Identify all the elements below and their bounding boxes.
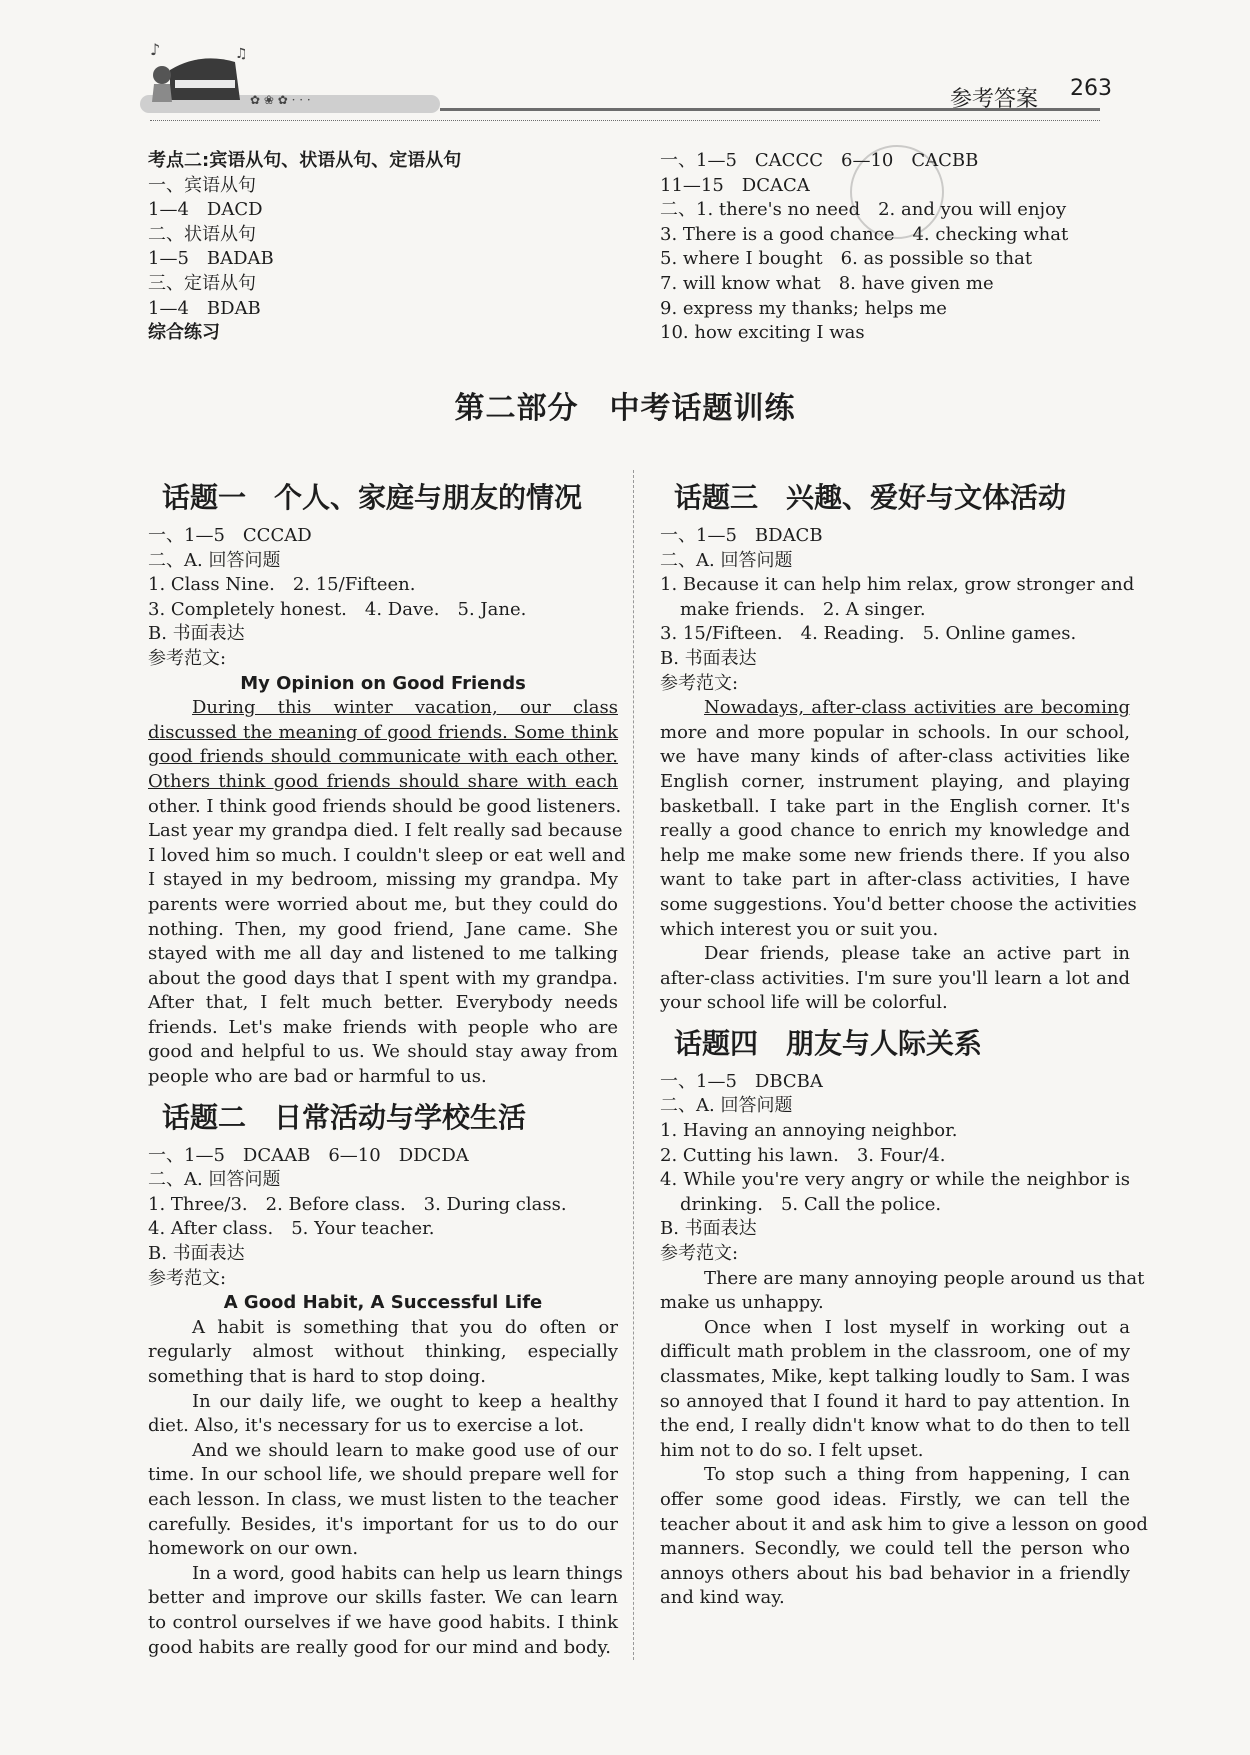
essay-line: regularly almost without thinking, especially (148, 1341, 618, 1363)
essay-line: more and more popular in schools. In our school, (660, 721, 1130, 743)
page-number: 263 (1070, 76, 1112, 101)
answer-line: B. 书面表达 (148, 623, 245, 645)
answer-line: 5. where I bought 6. as possible so that (660, 248, 1033, 270)
svg-text:✿ ❀ ✿ · · ·: ✿ ❀ ✿ · · · (250, 93, 311, 107)
answer-line: 1. Having an annoying neighbor. (660, 1120, 958, 1142)
topic1-title: 话题一 个人、家庭与朋友的情况 (162, 481, 583, 514)
essay-line: difficult math problem in the classroom, one of my (660, 1341, 1130, 1363)
essay-line: annoys others about his bad behavior in a friendly (660, 1562, 1130, 1584)
answer-line: B. 书面表达 (660, 647, 757, 669)
essay-line: discussed the meaning of good friends. Some think (148, 721, 618, 743)
essay-line: Others think good friends should share with each (148, 770, 618, 792)
piano-girl-banner-icon (140, 40, 440, 125)
essay-line: help me make some new friends there. If you also (660, 844, 1130, 866)
essay-line: basketball. I take part in the English corner. It's (660, 795, 1130, 817)
answer-line: 二、A. 回答问题 (148, 1169, 281, 1191)
essay-line: your school life will be colorful. (660, 992, 948, 1014)
essay-line: the end, I really didn't know what to do then to tell (660, 1415, 1130, 1437)
answer-line: 3. There is a good chance 4. checking what (660, 223, 1069, 245)
answer-line: 1. Because it can help him relax, grow stronger and (660, 574, 1135, 596)
answer-line: 一、1—5 DBCBA (660, 1070, 823, 1092)
essay-line: want to take part in after-class activities, I have (660, 869, 1130, 891)
essay-line: good habits are really good for our mind and body. (148, 1636, 611, 1658)
answer-line: 1—5 BADAB (148, 248, 274, 270)
essay-title: A Good Habit, A Successful Life (223, 1292, 543, 1314)
answer-line: 二、A. 回答问题 (660, 1095, 793, 1117)
essay-line: him not to do so. I felt upset. (660, 1439, 924, 1461)
essay-line: each lesson. In class, we must listen to the teacher (148, 1488, 618, 1510)
essay-line: I loved him so much. I couldn't sleep or eat well and (148, 844, 626, 866)
top-right-answers (660, 149, 1130, 346)
essay-line: And we should learn to make good use of our (192, 1439, 618, 1461)
essay-title: My Opinion on Good Friends (240, 672, 526, 694)
essay-line: after-class activities. I'm sure you'll learn a lot and (660, 967, 1130, 989)
answer-line: 一、1—5 DCAAB 6—10 DDCDA (148, 1144, 469, 1166)
answer-line: 1—4 DACD (148, 199, 263, 221)
essay-line: I stayed in my bedroom, missing my grandpa. My (148, 869, 618, 891)
section-heading: 考点二:宾语从句、状语从句、定语从句 (148, 150, 462, 171)
essay-line: classmates, Mike, kept talking loudly to Sam. I was (660, 1366, 1130, 1387)
essay-line: To stop such a thing from happening, I can (704, 1464, 1130, 1486)
essay-line: time. In our school life, we should prepare well for (148, 1464, 618, 1486)
essay-line: other. I think good friends should be good listeners. (148, 795, 622, 817)
essay-line: Nowadays, after-class activities are becoming (704, 697, 1130, 719)
answer-line: 二、1. there's no need 2. and you will enjoy (660, 199, 1067, 221)
essay-line: homework on our own. (148, 1538, 359, 1560)
essay-line: manners. Secondly, we could tell the person who (660, 1538, 1130, 1560)
essay-line: There are many annoying people around us that (704, 1267, 1145, 1289)
essay-line: carefully. Besides, it's important for us to do our (148, 1513, 618, 1535)
essay-line: In a word, good habits can help us learn things (192, 1562, 623, 1584)
answer-line: 一、1—5 CCCAD (148, 525, 312, 546)
essay-line: offer some good ideas. Firstly, we can tell the (660, 1488, 1130, 1510)
answer-line: 7. will know what 8. have given me (660, 272, 994, 294)
svg-text:♫: ♫ (235, 46, 248, 62)
essay-line: something that is hard to stop doing. (148, 1366, 486, 1387)
essay-line: and kind way. (660, 1587, 785, 1609)
topic4-title: 话题四 朋友与人际关系 (674, 1026, 983, 1060)
essay-line: good friends should communicate with each other. (148, 746, 618, 768)
essay-line: people who are bad or harmful to us. (148, 1066, 487, 1088)
essay-line: During this winter vacation, our class (192, 697, 618, 719)
part-title: 第二部分 中考话题训练 (454, 391, 796, 426)
essay-line: better and improve our skills faster. We can learn (148, 1587, 618, 1609)
column-divider (633, 470, 634, 1660)
answer-line: 1. Class Nine. 2. 15/Fifteen. (148, 574, 416, 596)
essay-line: diet. Also, it's necessary for us to exercise a lot. (148, 1415, 585, 1437)
answer-line: 参考范文: (660, 1243, 739, 1265)
answer-line: B. 书面表达 (660, 1218, 757, 1240)
answer-line: B. 书面表达 (148, 1243, 245, 1265)
topic3-title: 话题三 兴趣、爱好与文体活动 (674, 481, 1067, 514)
topic2-title: 话题二 日常活动与学校生活 (162, 1100, 527, 1134)
answer-line: 一、宾语从句 (148, 174, 256, 196)
essay-line: friends. Let's make friends with people who are (148, 1016, 618, 1038)
answer-line: 参考范文: (148, 647, 227, 669)
essay-line: In our daily life, we ought to keep a healthy (192, 1390, 618, 1412)
essay-line: After that, I felt much better. Everybody needs (148, 992, 618, 1014)
essay-line: stayed with me all day and listened to me talking (148, 943, 618, 965)
answer-line: 1—4 BDAB (148, 297, 261, 319)
header-title: 参考答案 (950, 87, 1039, 112)
essay-line: we have many kinds of after-class activities like (660, 746, 1130, 768)
essay-line: make us unhappy. (660, 1292, 824, 1314)
answer-line: 二、A. 回答问题 (660, 549, 793, 571)
left-column (148, 470, 626, 1660)
answer-line: 2. Cutting his lawn. 3. Four/4. (660, 1144, 946, 1166)
essay-line: A habit is something that you do often or (192, 1316, 618, 1338)
answer-line: 10. how exciting I was (660, 322, 865, 344)
essay-line: English corner, instrument playing, and playing (660, 770, 1130, 792)
answer-line: drinking. 5. Call the police. (680, 1193, 942, 1215)
svg-text:♪: ♪ (150, 40, 161, 59)
essay-line: Once when I lost myself in working out a (704, 1316, 1130, 1338)
essay-line: good and helpful to us. We should stay away from (148, 1041, 618, 1063)
header-dotted-rule (150, 120, 1100, 121)
answer-line: 11—15 DCACA (660, 174, 810, 196)
essay-line: which interest you or suit you. (660, 918, 939, 940)
answer-line: 一、1—5 BDACB (660, 525, 823, 546)
answer-line: 二、状语从句 (148, 223, 256, 245)
answer-line: 1. Three/3. 2. Before class. 3. During class. (148, 1193, 567, 1215)
answer-line: 9. express my thanks; helps me (660, 297, 947, 319)
answer-line: 三、定语从句 (148, 272, 256, 294)
essay-line: to control ourselves if we have good habits. I think (148, 1611, 618, 1633)
essay-line: teacher about it and ask him to give a lesson on good (660, 1513, 1148, 1535)
essay-line: parents were worried about me, but they could do (148, 893, 618, 915)
answer-line: 3. Completely honest. 4. Dave. 5. Jane. (148, 598, 527, 620)
top-left-answers (148, 149, 618, 346)
answer-line: 参考范文: (148, 1267, 227, 1289)
essay-line: nothing. Then, my good friend, Jane came. She (148, 918, 618, 940)
essay-line: Last year my grandpa died. I felt really sad because (148, 820, 623, 842)
answer-line: 一、1—5 CACCC 6—10 CACBB (660, 150, 979, 171)
essay-line: about the good days that I spent with my grandpa. (148, 967, 618, 989)
essay-line: so annoyed that I found it hard to pay attention. In (660, 1390, 1130, 1412)
essay-line: Dear friends, please take an active part in (704, 943, 1130, 965)
answer-line: make friends. 2. A singer. (680, 598, 926, 620)
answer-line: 4. After class. 5. Your teacher. (148, 1218, 435, 1240)
essay-line: really a good chance to enrich my knowledge and (660, 820, 1130, 842)
right-column (660, 470, 1148, 1611)
page-header (140, 40, 1130, 125)
answer-line: 参考范文: (660, 672, 739, 694)
essay-line: some suggestions. You'd better choose the activities (660, 893, 1137, 915)
answer-line: 3. 15/Fifteen. 4. Reading. 5. Online games. (660, 623, 1077, 645)
answer-line: 4. While you're very angry or while the neighbor is (660, 1169, 1130, 1191)
answer-line: 二、A. 回答问题 (148, 549, 281, 571)
section-heading: 综合练习 (148, 322, 220, 344)
